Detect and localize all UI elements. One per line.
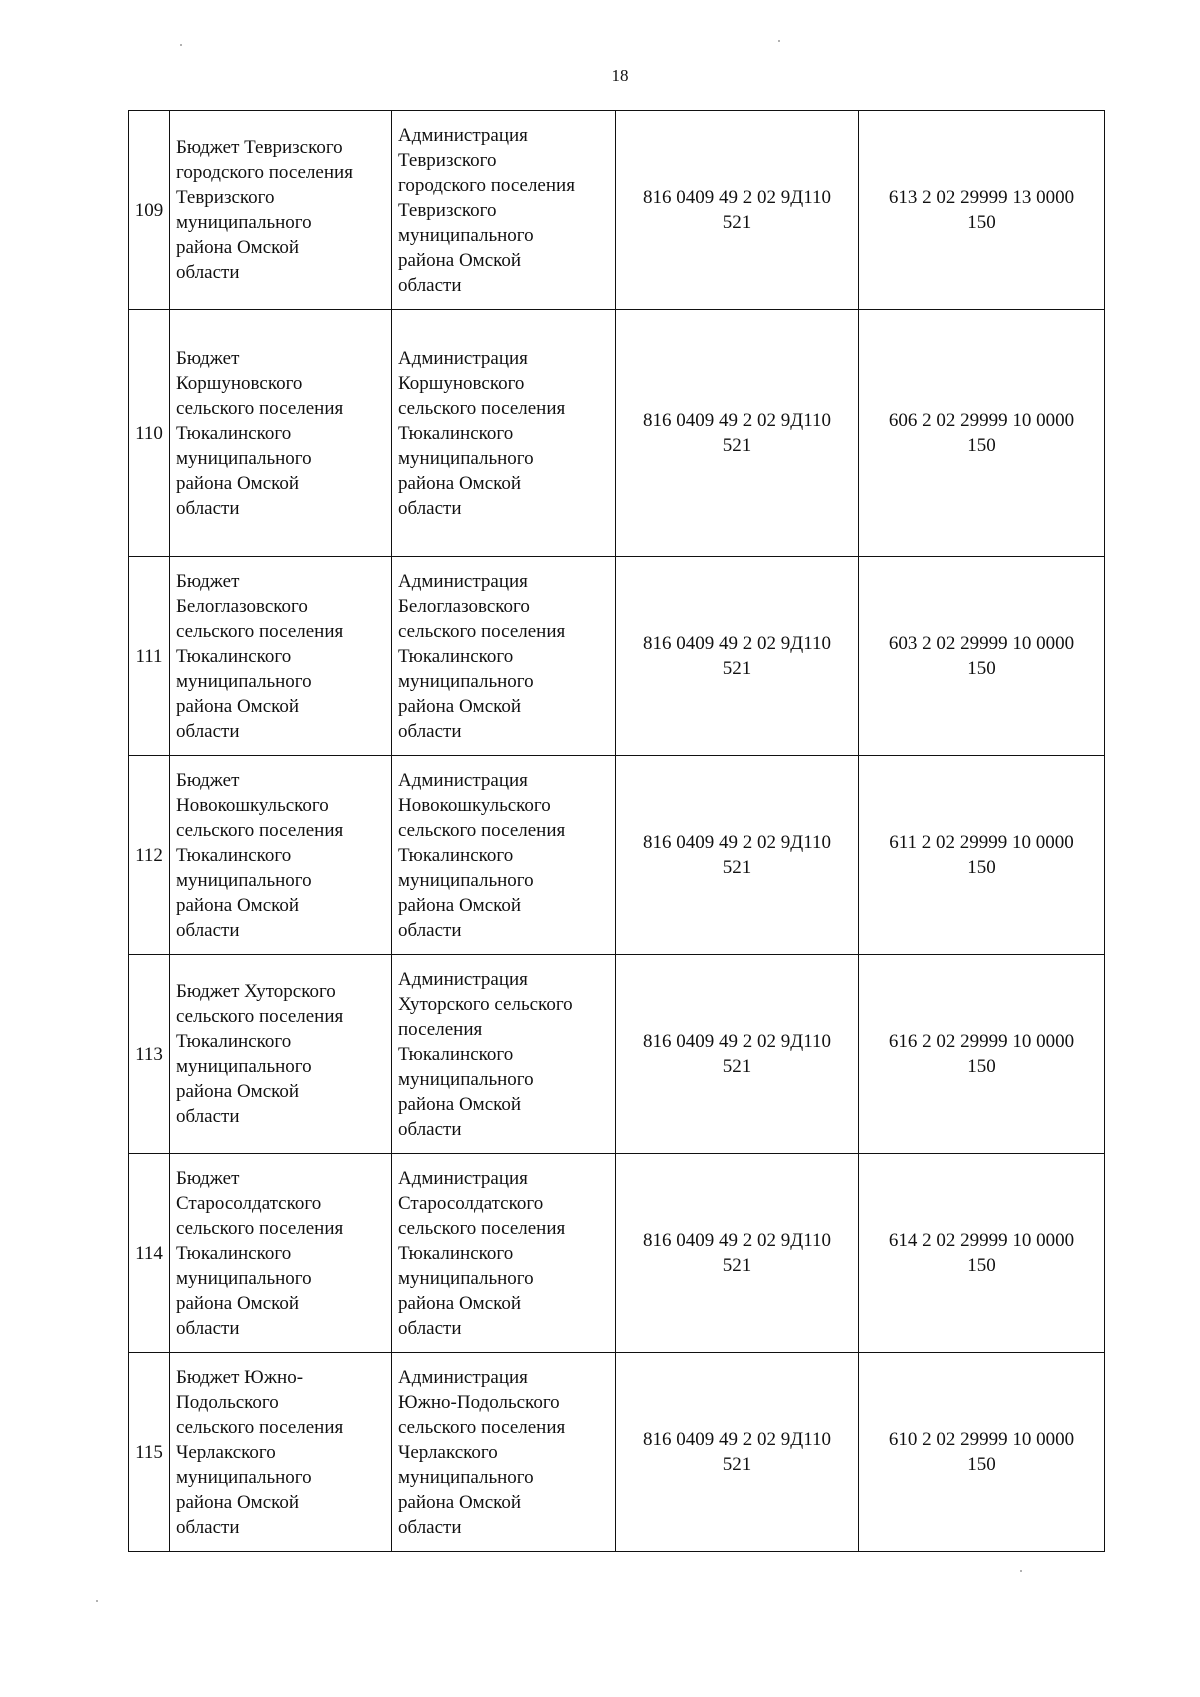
expense-code-cell: 816 0409 49 2 02 9Д110 521 (616, 111, 859, 310)
row-number-cell: 114 (129, 1154, 170, 1353)
budget-name-cell: Бюджет Южно- Подольского сельского поселения Черлакского муниципального района Омской области (170, 1353, 392, 1552)
table-row (129, 310, 1105, 557)
administration-name-cell: Администрация Белоглазовского сельского поселения Тюкалинского муниципального района Омской области (392, 557, 616, 756)
administration-name-cell: Администрация Коршуновского сельского поселения Тюкалинского муниципального района Омской области (392, 310, 616, 557)
expense-code-cell: 816 0409 49 2 02 9Д110 521 (616, 1353, 859, 1552)
row-number-cell: 109 (129, 111, 170, 310)
row-number-cell: 110 (129, 310, 170, 557)
expense-code-cell: 816 0409 49 2 02 9Д110 521 (616, 310, 859, 557)
income-code-cell: 610 2 02 29999 10 0000 150 (859, 1353, 1105, 1552)
administration-name-cell: Администрация Тевризского городского поселения Тевризского муниципального района Омской области (392, 111, 616, 310)
administration-name-cell: Администрация Южно-Подольского сельского поселения Черлакского муниципального района Омской области (392, 1353, 616, 1552)
budget-name-cell: Бюджет Коршуновского сельского поселения Тюкалинского муниципального района Омской области (170, 310, 392, 557)
administration-name-cell: Администрация Хуторского сельского поселения Тюкалинского муниципального района Омской области (392, 955, 616, 1154)
income-code-cell: 616 2 02 29999 10 0000 150 (859, 955, 1105, 1154)
income-code-cell: 611 2 02 29999 10 0000 150 (859, 756, 1105, 955)
budget-name-cell: Бюджет Хуторского сельского поселения Тюкалинского муниципального района Омской области (170, 955, 392, 1154)
budget-allocation-table (128, 110, 1105, 1552)
scan-speckle (96, 1600, 98, 1602)
income-code-cell: 613 2 02 29999 13 0000 150 (859, 111, 1105, 310)
page-number: 18 (611, 66, 629, 85)
table-row (129, 1353, 1105, 1552)
income-code-cell: 606 2 02 29999 10 0000 150 (859, 310, 1105, 557)
expense-code-cell: 816 0409 49 2 02 9Д110 521 (616, 557, 859, 756)
scan-speckle (180, 44, 182, 46)
table-row (129, 557, 1105, 756)
table-row (129, 955, 1105, 1154)
scan-speckle (778, 40, 780, 42)
budget-name-cell: Бюджет Тевризского городского поселения Тевризского муниципального района Омской области (170, 111, 392, 310)
table-row (129, 756, 1105, 955)
row-number-cell: 113 (129, 955, 170, 1154)
scan-speckle (1020, 1570, 1022, 1572)
expense-code-cell: 816 0409 49 2 02 9Д110 521 (616, 756, 859, 955)
expense-code-cell: 816 0409 49 2 02 9Д110 521 (616, 955, 859, 1154)
row-number-cell: 111 (129, 557, 170, 756)
budget-name-cell: Бюджет Старосолдатского сельского поселения Тюкалинского муниципального района Омской области (170, 1154, 392, 1353)
row-number-cell: 115 (129, 1353, 170, 1552)
budget-name-cell: Бюджет Белоглазовского сельского поселения Тюкалинского муниципального района Омской области (170, 557, 392, 756)
expense-code-cell: 816 0409 49 2 02 9Д110 521 (616, 1154, 859, 1353)
administration-name-cell: Администрация Старосолдатского сельского поселения Тюкалинского муниципального района Омской области (392, 1154, 616, 1353)
table-row (129, 111, 1105, 310)
income-code-cell: 603 2 02 29999 10 0000 150 (859, 557, 1105, 756)
row-number-cell: 112 (129, 756, 170, 955)
income-code-cell: 614 2 02 29999 10 0000 150 (859, 1154, 1105, 1353)
table-row (129, 1154, 1105, 1353)
budget-name-cell: Бюджет Новокошкульского сельского поселения Тюкалинского муниципального района Омской области (170, 756, 392, 955)
administration-name-cell: Администрация Новокошкульского сельского поселения Тюкалинского муниципального района Омской области (392, 756, 616, 955)
